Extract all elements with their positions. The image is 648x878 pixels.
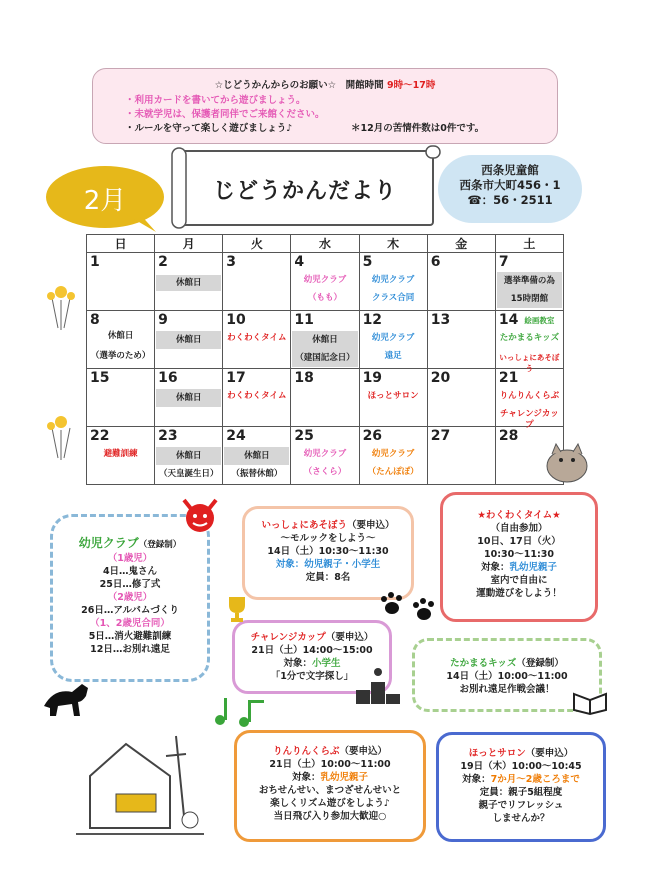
hall-info (438, 155, 582, 223)
month-badge-tail (120, 212, 160, 236)
snowy-house-icon (70, 696, 210, 838)
opening-hours: 9時～17時 (387, 80, 436, 91)
hall-name: 西条児童館 (481, 163, 539, 177)
month-badge: 2月 (46, 166, 164, 228)
day-cell: 7 選挙準備の為 15時閉館 (495, 253, 563, 311)
trophy-icon (222, 594, 252, 624)
day-cell: 22 避難訓練 (87, 427, 155, 485)
notice-box (92, 68, 558, 144)
wakuwaku-title: ★わくわくタイム★ (477, 510, 561, 521)
day-cell: 4 幼児クラブ （もも） (291, 253, 359, 311)
day-cell: 11 休館日 （建国記念日） (291, 311, 359, 369)
weekday-sat: 土 (495, 235, 563, 253)
weekday-sun: 日 (87, 235, 155, 253)
day-cell: 23 休館日 （天皇誕生日） (155, 427, 223, 485)
day-cell: 20 (427, 369, 495, 427)
day-cell: 24 休館日 （振替休館） (223, 427, 291, 485)
day-cell: 25 幼児クラブ （さくら） (291, 427, 359, 485)
challenge-title: チャレンジカップ (250, 632, 326, 643)
youji-title: 幼児クラブ (78, 536, 139, 550)
day-cell: 28 (495, 427, 563, 485)
devil-icon (180, 496, 220, 534)
weekday-fri: 金 (427, 235, 495, 253)
day-cell: 21 りんりんくらぶ チャレンジカップ (495, 369, 563, 427)
takamaru-title: たかまるキッズ (450, 658, 517, 669)
issho-box: いっしょにあそぼう（要申込） ～モルックをしよう～ 14日（土）10:30～11:30 対象：幼児親子・小学生 定員：8名 (242, 506, 414, 600)
weekday-tue: 火 (223, 235, 291, 253)
day-cell: 16 休館日 (155, 369, 223, 427)
music-notes-icon (210, 694, 270, 730)
weekday-row (87, 235, 564, 253)
podium-icon (354, 664, 404, 706)
notice-title: ☆じどうかんからのお願い☆ 開館時間 (214, 80, 384, 91)
notice-line: ・利用カードを書いてから遊びましょう。 (125, 95, 306, 106)
day-cell: 13 (427, 311, 495, 369)
day-cell: 8 休館日 （選挙のため） (87, 311, 155, 369)
day-cell: 19 ほっとサロン (359, 369, 427, 427)
book-icon (572, 680, 610, 716)
weekday-thu: 木 (359, 235, 427, 253)
hotto-title: ほっとサロン (468, 748, 526, 759)
wakuwaku-box: ★わくわくタイム★ （自由参加） 10日、17日（火） 10:30～11:30 対象：乳幼児親子 室内で自由に 運動遊びをしよう！ (440, 492, 598, 622)
weekday-wed: 水 (291, 235, 359, 253)
weekday-mon: 月 (155, 235, 223, 253)
paw-prints-icon (378, 586, 442, 626)
takamaru-box: たかまるキッズ（登録制） 14日（土）10:00～11:00 お別れ遠足作戦会議！ (412, 638, 602, 712)
challenge-cup-box: チャレンジカップ（要申込） 21日（土）14:00～15:00 対象：小学生 「1分で文字探し」 (232, 620, 392, 694)
day-cell: 3 (223, 253, 291, 311)
day-cell: 12 幼児クラブ 遠足 (359, 311, 427, 369)
day-cell: 10 わくわくタイム (223, 311, 291, 369)
hall-phone: ☎：56・2511 (467, 193, 553, 207)
notice-line: ・ルールを守って楽しく遊びましょう♪ (125, 123, 293, 134)
day-cell: 15 (87, 369, 155, 427)
notice-line: ・未就学児は、保護者同伴でご来館ください。 (125, 109, 325, 120)
day-cell: 18 (291, 369, 359, 427)
dandelion-icon (40, 280, 82, 332)
complaint-count: ＊12月の苦情件数は0件です。 (351, 123, 485, 134)
day-cell: 5 幼児クラブ クラス合同 (359, 253, 427, 311)
day-cell: 2 休館日 (155, 253, 223, 311)
day-cell: 27 (427, 427, 495, 485)
cat-icon (544, 438, 590, 484)
scroll-ends (170, 144, 442, 232)
issho-title: いっしょにあそぼう (261, 520, 347, 531)
calendar (86, 234, 564, 485)
day-cell: 1 (87, 253, 155, 311)
youji-club-box: 幼児クラブ（登録制） （1歳児） 4日…鬼さん 25日…修了式 （2歳児） 26日…アルバムづくり （1、2歳児合同） 5日…消火避難訓練 12日…お別れ遠足 (50, 514, 210, 682)
rinrin-title: りんりんくらぶ (272, 746, 340, 757)
day-cell: 14 絵画教室 たかまるキッズ いっしょにあそぼう (495, 311, 563, 369)
hotto-salon-box: ほっとサロン（要申込） 19日（木）10:00～10:45 対象：7か月～2歳ころまで 定員：親子5組程度 親子でリフレッシュ しませんか？ (436, 732, 606, 842)
day-cell: 6 (427, 253, 495, 311)
hall-address: 西条市大町456・1 (459, 178, 561, 192)
day-cell: 26 幼児クラブ （たんぽぽ） (359, 427, 427, 485)
dandelion-icon (40, 410, 82, 462)
rinrin-box: りんりんくらぶ（要申込） 21日（土）10:00～11:00 対象：乳幼児親子 おちせんせい、まつざせんせいと 楽しくリズム遊びをしよう♪ 当日飛び入り参加大歓迎○ (234, 730, 426, 842)
day-cell: 9 休館日 (155, 311, 223, 369)
closed-label: 休館日 (156, 275, 221, 291)
day-cell: 17 わくわくタイム (223, 369, 291, 427)
page-title: じどうかんだより (212, 179, 397, 204)
